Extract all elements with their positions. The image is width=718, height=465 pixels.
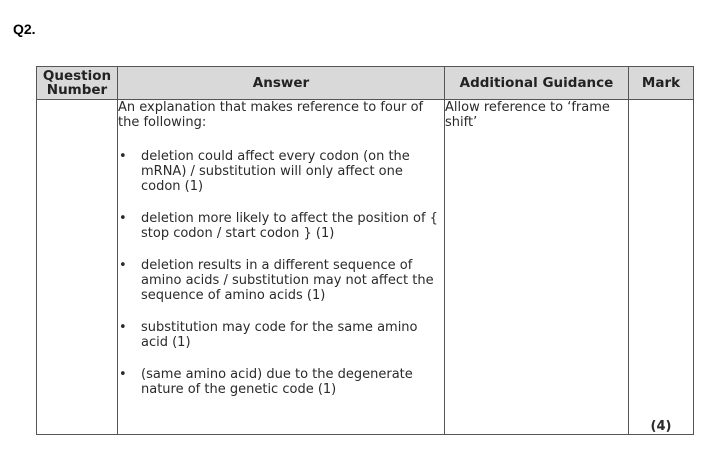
- table-row: [37, 100, 694, 435]
- answer-point-text: deletion more likely to affect the position of { stop codon / start codon } (1): [141, 211, 438, 241]
- list-item: [118, 367, 444, 397]
- header-answer: Answer: [118, 67, 445, 100]
- guidance-text: Allow reference to ‘frame shift’: [445, 100, 610, 130]
- list-item: [118, 149, 444, 194]
- question-number-cell: [37, 100, 118, 435]
- mark-scheme-table: [36, 66, 694, 435]
- answer-point-text: substitution may code for the same amino acid (1): [141, 320, 418, 350]
- question-label: Q2.: [13, 21, 36, 37]
- mark-cell: [629, 100, 694, 435]
- answer-point-text: deletion results in a different sequence of amino acids / substitution may not affect the sequence of amino acids (1): [141, 258, 434, 303]
- list-item: [118, 320, 444, 350]
- header-question-number: Question Number: [37, 67, 118, 100]
- header-additional-guidance: Additional Guidance: [445, 67, 629, 100]
- answer-points-list: [118, 149, 444, 397]
- answer-point-text: deletion could affect every codon (on the mRNA) / substitution will only affect one codon (1): [141, 149, 410, 194]
- answer-intro: An explanation that makes reference to four of the following:: [118, 100, 424, 130]
- header-row: [37, 67, 694, 100]
- bullet: •: [119, 149, 127, 164]
- answer-point-text: (same amino acid) due to the degenerate nature of the genetic code (1): [141, 367, 413, 397]
- header-mark: Mark: [629, 67, 694, 100]
- bullet: •: [119, 211, 127, 226]
- mark-value: (4): [650, 419, 672, 434]
- list-item: [118, 258, 444, 303]
- list-item: [118, 211, 444, 241]
- bullet: •: [119, 367, 127, 382]
- answer-cell: [118, 100, 445, 435]
- additional-guidance-cell: [445, 100, 629, 435]
- bullet: •: [119, 320, 127, 335]
- bullet: •: [119, 258, 127, 273]
